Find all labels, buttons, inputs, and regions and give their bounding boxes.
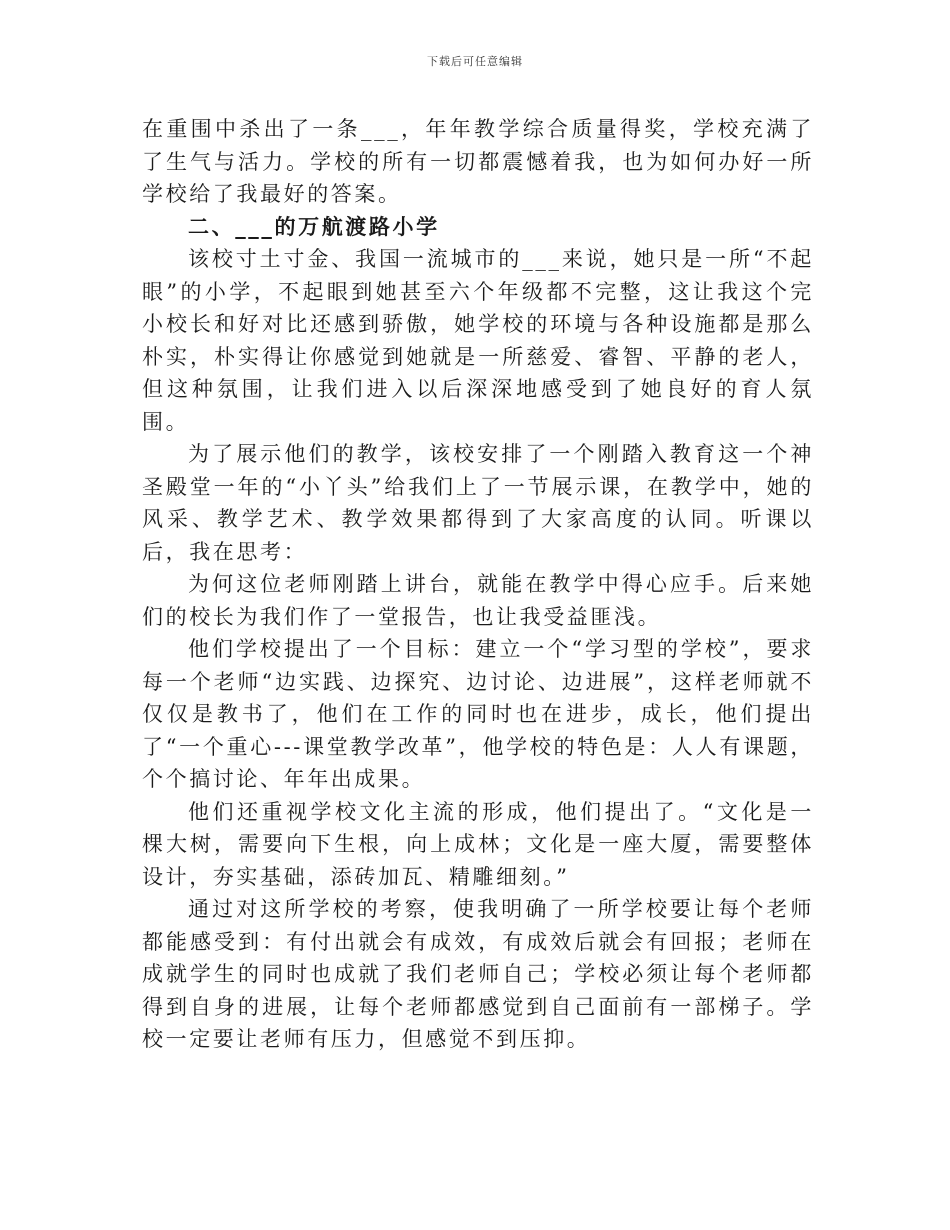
paragraph-6: 他们还重视学校文化主流的形成，他们提出了。“文化是一棵大树，需要向下生根，向上成林；文化是一座大厦，需要整体设计，夯实基础，添砖加瓦、精雕细刻。” (142, 799, 814, 889)
section-heading-2: 二、___的万航渡路小学 (188, 214, 440, 239)
paragraph-3: 为了展示他们的教学，该校安排了一个刚踏入教育这一个神圣殿堂一年的“小丫头”给我们上了一节展示课，在教学中，她的风采、教学艺术、教学效果都得到了大家高度的认同。听课以后，我在思考： (142, 442, 814, 564)
document-body (142, 113, 814, 1056)
paragraph-1: 在重围中杀出了一条___，年年教学综合质量得奖，学校充满了了生气与活力。学校的所有一切都震憾着我，也为如何办好一所学校给了我最好的答案。 (142, 117, 814, 206)
paragraph-5: 他们学校提出了一个目标：建立一个“学习型的学校”，要求每一个老师“边实践、边探究、边讨论、边进展”，这样老师就不仅仅是教书了，他们在工作的同时也在进步，成长，他们提出了“一个重心---课堂教学改革”，他学校的特色是：人人有课题，个个搞讨论、年年出成果。 (142, 637, 814, 791)
page-header: 下载后可任意编辑 (427, 55, 523, 68)
paragraph-7: 通过对这所学校的考察，使我明确了一所学校要让每个老师都能感受到：有付出就会有成效，有成效后就会有回报；老师在成就学生的同时也成就了我们老师自己；学校必须让每个老师都得到自身的进展，让每个老师都感觉到自己面前有一部梯子。学校一定要让老师有压力，但感觉不到压抑。 (142, 897, 814, 1051)
paragraph-2: 该校寸土寸金、我国一流城市的___来说，她只是一所“不起眼”的小学，不起眼到她甚至六个年级都不完整，这让我这个完小校长和好对比还感到骄傲，她学校的环境与各种设施都是那么朴实，朴实得让你感觉到她就是一所慈爱、睿智、平静的老人，但这种氛围，让我们进入以后深深地感受到了她良好的育人氛围。 (142, 247, 814, 434)
paragraph-4: 为何这位老师刚踏上讲台，就能在教学中得心应手。后来她们的校长为我们作了一堂报告，也让我受益匪浅。 (142, 572, 814, 629)
